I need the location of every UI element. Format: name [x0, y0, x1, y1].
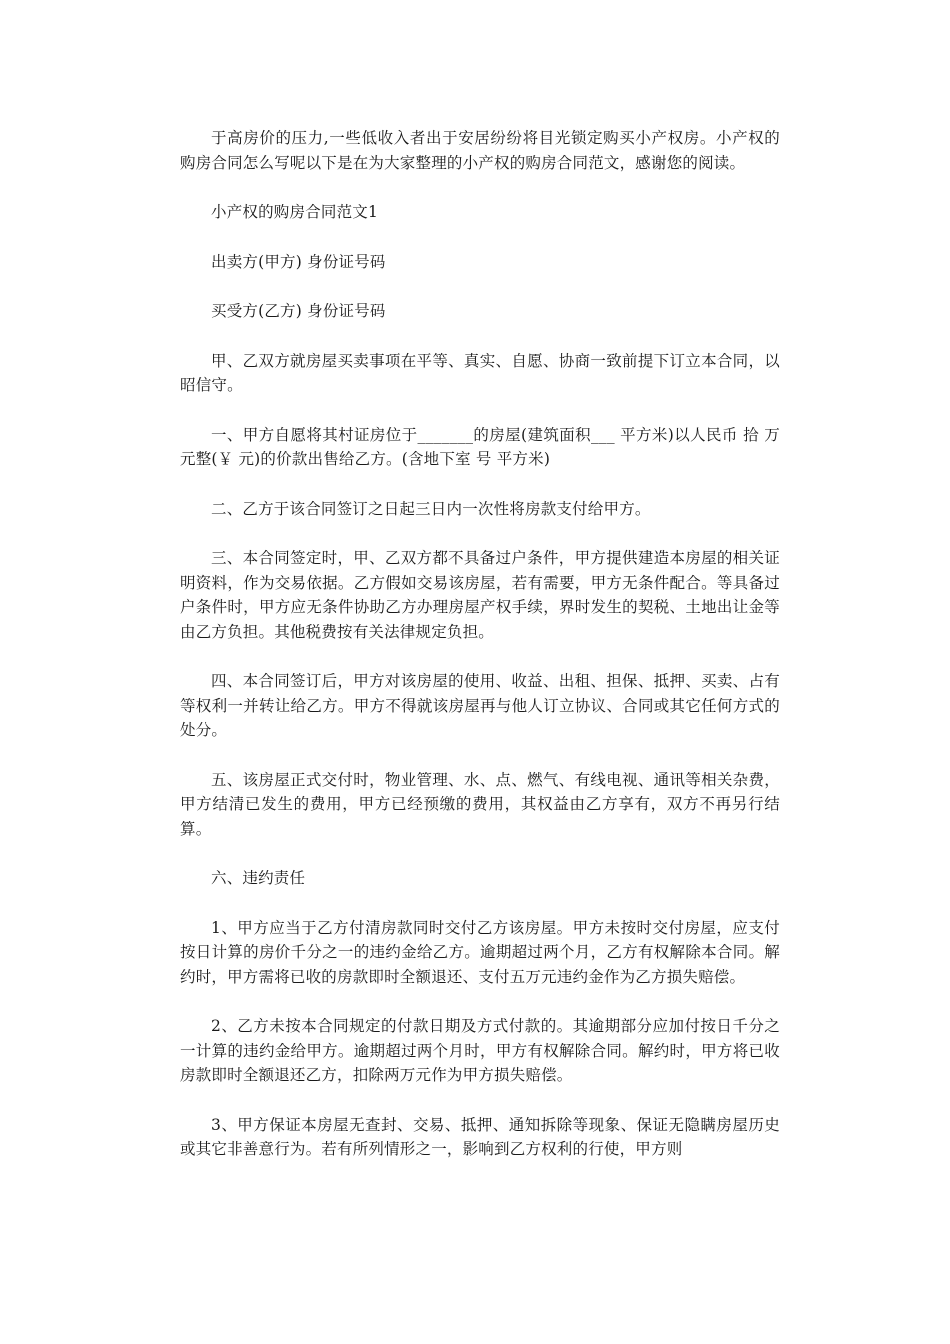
- document-body: [180, 126, 780, 1187]
- clause-5: 五、该房屋正式交付时，物业管理、水、点、燃气、有线电视、通讯等相关杂费，甲方结清已发生的费用，甲方已经预缴的费用，其权益由乙方享有，双方不再另行结算。: [180, 770, 780, 838]
- preamble-paragraph: 甲、乙双方就房屋买卖事项在平等、真实、自愿、协商一致前提下订立本合同，以昭信守。: [180, 351, 780, 394]
- clause-3: 三、本合同签定时，甲、乙双方都不具备过户条件，甲方提供建造本房屋的相关证明资料，作为交易依据。乙方假如交易该房屋，若有需要，甲方无条件配合。等具备过户条件时，甲方应无条件协助乙方办理房屋产权手续，界时发生的契税、土地出让金等由乙方负担。其他税费按有关法律规定负担。: [180, 549, 780, 641]
- liability-item-3: 3、甲方保证本房屋无查封、交易、抵押、通知拆除等现象、保证无隐瞒房屋历史或其它非善意行为。若有所列情形之一，影响到乙方权利的行使，甲方则: [180, 1115, 780, 1158]
- buyer-line: 买受方(乙方) 身份证号码: [211, 302, 386, 320]
- clause-6-heading: 六、违约责任: [211, 869, 306, 887]
- liability-item-1: 1、甲方应当于乙方付清房款同时交付乙方该房屋。甲方未按时交付房屋，应支付按日计算的房价千分之一的违约金给乙方。逾期超过两个月，乙方有权解除本合同。解约时，甲方需将已收的房款即时全额退还、支付五万元违约金作为乙方损失赔偿。: [180, 918, 780, 986]
- section-title: 小产权的购房合同范文1: [211, 203, 379, 221]
- liability-item-2: 2、乙方未按本合同规定的付款日期及方式付款的。其逾期部分应加付按日千分之一计算的违约金给甲方。逾期超过两个月时，甲方有权解除合同。解约时，甲方将已收房款即时全额退还乙方，扣除两万元作为甲方损失赔偿。: [180, 1017, 780, 1084]
- clause-2: 二、乙方于该合同签订之日起三日内一次性将房款支付给甲方。: [211, 499, 651, 518]
- clause-1: 一、甲方自愿将其村证房位于_______的房屋(建筑面积___ 平方米)以人民币 拾 万元整(￥ 元)的价款出售给乙方。(含地下室 号 平方米): [180, 425, 780, 468]
- seller-line: 出卖方(甲方) 身份证号码: [211, 252, 386, 271]
- clause-4: 四、本合同签订后，甲方对该房屋的使用、收益、出租、担保、抵押、买卖、占有等权利一并转让给乙方。甲方不得就该房屋再与他人订立协议、合同或其它任何方式的处分。: [180, 672, 780, 739]
- intro-paragraph: 于高房价的压力,一些低收入者出于安居纷纷将目光锁定购买小产权房。小产权的购房合同怎么写呢以下是在为大家整理的小产权的购房合同范文，感谢您的阅读。: [180, 129, 780, 172]
